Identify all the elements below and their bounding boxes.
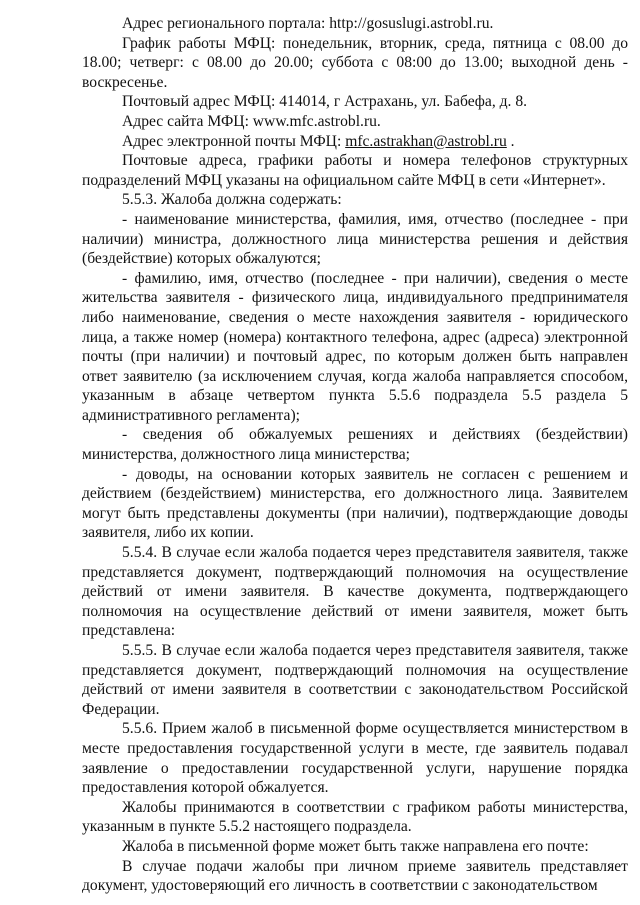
paragraph-schedule-reference: Жалобы принимаются в соответствии с графиком работы министерства, указанным в пункте 5.5.2 настоящего подраздела. xyxy=(82,798,628,836)
paragraph-regional-portal: Адрес регионального портала: http://gosuslugi.astrobl.ru. xyxy=(122,15,494,32)
paragraph-ministry-name: - наименование министерства, фамилия, имя, отчество (последнее - при наличии) министра, должностного лица министерства решения и действия (бездействие) которых обжалуются; xyxy=(82,210,628,268)
paragraph-appealed-decisions: - сведения об обжалуемых решениях и действиях (бездействии) министерства, должностного лица министерства; xyxy=(82,426,628,464)
paragraph-arguments: - доводы, на основании которых заявитель не согласен с решением и действием (бездействием) министерства, его должностного лица. Заявителем могут быть представлены документы (при наличии), подтверждающие доводы заявителя, либо их копии. xyxy=(82,465,628,542)
paragraph-mfc-schedule: График работы МФЦ: понедельник, вторник, среда, пятница с 08.00 до 18.00; четверг: с 08.00 до 20.00; суббота с 08:00 до 13.00; выходной день - воскресенье. xyxy=(82,34,628,91)
paragraph-5-5-3: 5.5.3. Жалоба должна содержать: xyxy=(122,191,342,209)
paragraph-5-5-4: 5.5.4. В случае если жалоба подается через представителя заявителя, также представляется документ, подтверждающий полномочия на осуществление действий от имени заявителя. В качестве документа, подтверждающего полномочия на осуществление действий от имени заявителя, может быть представлена: xyxy=(82,544,628,640)
email-trailing: . xyxy=(506,132,515,150)
paragraph-applicant-details: - фамилию, имя, отчество (последнее - при наличии), сведения о месте жительства заявителя - физического лица, индивидуального предпринимателя либо наименование, сведения о месте нахождения заявителя - юридического лица, а также номер (номера) контактного телефона, адрес (адреса) электронной почты (при наличии) и почтовый адрес, по которым должен быть направлен ответ заявителю (за исключением случая, когда жалоба направляется способом, указанным в абзаце четвертом пункта 5.5.6 подраздела 5.5 раздела 5 административного регламента); xyxy=(82,269,628,424)
paragraph-mfc-postal-address: Почтовый адрес МФЦ: 414014, г Астрахань, ул. Бабефа, д. 8. xyxy=(122,93,528,111)
paragraph-5-5-6: 5.5.6. Прием жалоб в письменной форме осуществляется министерством в месте предоставления государственной услуги в месте, где заявитель подавал заявление о предоставлении государственной услуги, нарушение порядка предоставления которой обжалуется. xyxy=(82,720,628,797)
document-body xyxy=(82,14,628,896)
paragraph-personal-reception: В случае подачи жалобы при личном приеме заявитель представляет документ, удостоверяющий его личность в соответствии с законодательством xyxy=(82,857,628,895)
paragraph-mfc-branches: Почтовые адреса, графики работы и номера телефонов структурных подразделений МФЦ указаны на официальном сайте МФЦ в сети «Интернет». xyxy=(82,152,628,189)
paragraph-5-5-5: 5.5.5. В случае если жалоба подается через представителя заявителя, также представляется документ, подтверждающий полномочия на осуществление действий от имени заявителя в соответствии с законодательством Российской Федерации. xyxy=(82,642,628,718)
paragraph-postal-complaint: Жалоба в письменной форме может быть также направлена его почте: xyxy=(122,837,589,855)
paragraph-mfc-email xyxy=(82,132,628,152)
email-label: Адрес электронной почты МФЦ: xyxy=(122,132,346,150)
email-link[interactable]: mfc.astrakhan@astrobl.ru xyxy=(345,132,507,150)
paragraph-mfc-website: Адрес сайта МФЦ: www.mfc.astrobl.ru. xyxy=(122,112,381,130)
